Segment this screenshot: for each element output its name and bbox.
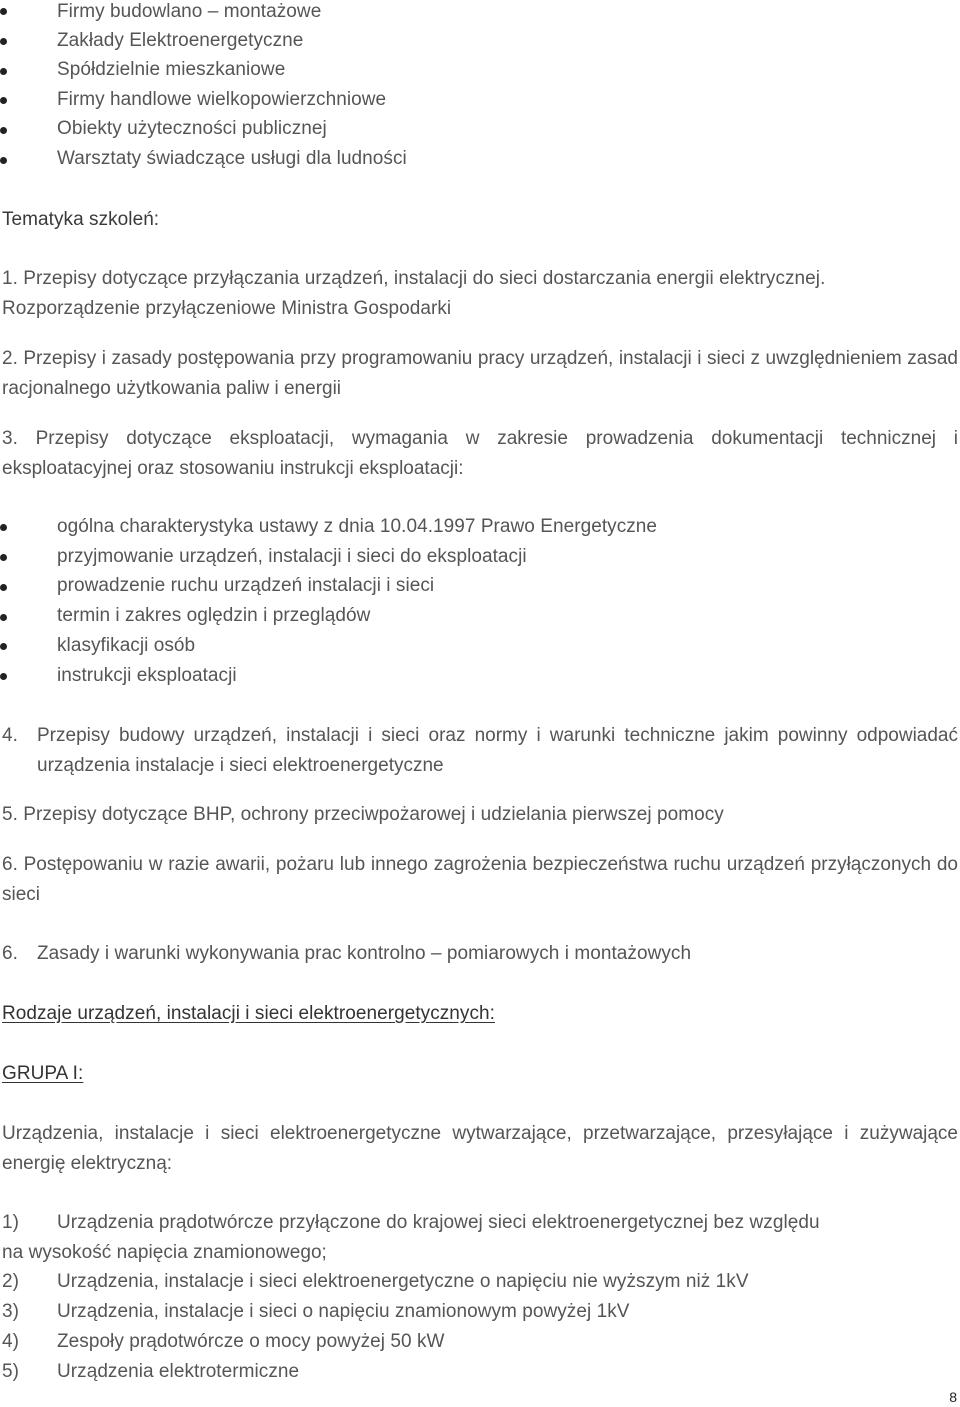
list-item-text: Urządzenia, instalacje i sieci elektroenergetyczne o napięciu nie wyższym niż 1kV (57, 1271, 749, 1292)
rodzaje-heading: Rodzaje urządzeń, instalacji i sieci elektroenergetycznych: (2, 1003, 495, 1024)
list-item-text: Firmy handlowe wielkopowierzchniowe (57, 89, 387, 110)
list-item-number: 3) (2, 1301, 19, 1322)
item-6b-number: 6. (2, 943, 18, 964)
list-item-text: Zakłady Elektroenergetyczne (57, 30, 304, 51)
item-1-line-2: Rozporządzenie przyłączeniowe Ministra Gospodarki (2, 298, 452, 319)
bullet-icon (0, 554, 7, 561)
item-4-text: Przepisy budowy urządzeń, instalacji i sieci oraz normy i warunki techniczne jakim powinny odpowiadać urządzenia instalacje i sieci elektroenergetyczne (37, 725, 958, 776)
list-item-continuation: na wysokość napięcia znamionowego; (2, 1242, 327, 1263)
list-item-text: Zespoły prądotwórcze o mocy powyżej 50 kW (57, 1331, 445, 1352)
list-item-number: 2) (2, 1271, 19, 1292)
list-item-text: klasyfikacji osób (57, 635, 196, 656)
item-1-line-1: 1. Przepisy dotyczące przyłączania urządzeń, instalacji do sieci dostarczania energii elektrycznej. (2, 268, 826, 289)
tematyka-heading: Tematyka szkoleń: (2, 209, 160, 230)
page-number: 8 (949, 1389, 957, 1405)
bullet-icon (0, 38, 7, 45)
list-item-text: Spółdzielnie mieszkaniowe (57, 59, 286, 80)
list-item-number: 1) (2, 1212, 19, 1233)
item-6a: 6. Postępowaniu w razie awarii, pożaru lub innego zagrożenia bezpieczeństwa ruchu urządzeń przyłączonych do sieci (2, 854, 958, 905)
item-3: 3. Przepisy dotyczące eksploatacji, wymagania w zakresie prowadzenia dokumentacji technicznej i eksploatacyjnej oraz stosowaniu instrukcji eksploatacji: (2, 428, 958, 479)
bullet-icon (0, 68, 7, 75)
list-item-text: prowadzenie ruchu urządzeń instalacji i sieci (57, 575, 435, 596)
item-2: 2. Przepisy i zasady postępowania przy programowaniu pracy urządzeń, instalacji i sieci z uwzględnieniem zasad racjonalnego użytkowania paliw i energii (2, 348, 958, 399)
bullet-icon (0, 584, 7, 591)
bullet-icon (0, 127, 7, 134)
bullet-icon (0, 673, 7, 680)
list-item-number: 4) (2, 1331, 19, 1352)
list-item-text: Urządzenia, instalacje i sieci o napięciu znamionowym powyżej 1kV (57, 1301, 630, 1322)
list-item-text: Urządzenia prądotwórcze przyłączone do krajowej sieci elektroenergetycznej bez względu (57, 1212, 820, 1233)
list-item-text: przyjmowanie urządzeń, instalacji i sieci do eksploatacji (57, 546, 527, 567)
list-item-text: Obiekty użyteczności publicznej (57, 118, 327, 139)
list-item-number: 5) (2, 1361, 19, 1382)
bullet-icon (0, 643, 7, 650)
bullet-icon (0, 97, 7, 104)
list-item-text: instrukcji eksploatacji (57, 665, 237, 686)
item-6b-text: Zasady i warunki wykonywania prac kontrolno – pomiarowych i montażowych (37, 943, 692, 964)
item-5: 5. Przepisy dotyczące BHP, ochrony przeciwpożarowej i udzielania pierwszej pomocy (2, 804, 724, 825)
list-item-text: Firmy budowlano – montażowe (57, 1, 322, 22)
list-item-text: Urządzenia elektrotermiczne (57, 1361, 300, 1382)
list-item-text: ogólna charakterystyka ustawy z dnia 10.04.1997 Prawo Energetyczne (57, 516, 658, 537)
list-item-text: Warsztaty świadczące usługi dla ludności (57, 148, 407, 169)
grupa-heading: GRUPA I: (2, 1063, 84, 1084)
list-item-text: termin i zakres oględzin i przeglądów (57, 605, 371, 626)
bullet-icon (0, 157, 7, 164)
item-4-number: 4. (2, 725, 18, 746)
grupa-intro: Urządzenia, instalacje i sieci elektroenergetyczne wytwarzające, przetwarzające, przesyłające i zużywające energię elektryczną: (2, 1123, 958, 1174)
bullet-icon (0, 524, 7, 531)
bullet-icon (0, 8, 7, 15)
bullet-icon (0, 614, 7, 621)
